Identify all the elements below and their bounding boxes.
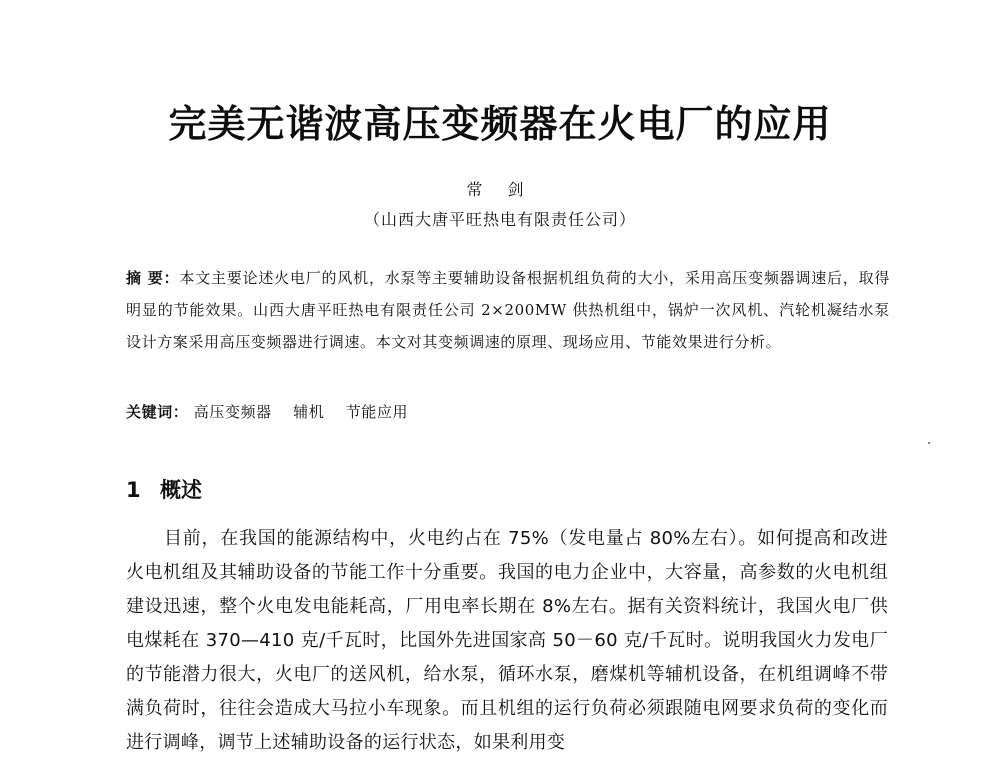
- keywords-block: [126, 398, 890, 426]
- section-number: 1: [126, 478, 141, 502]
- keyword-item: 节能应用: [345, 403, 409, 421]
- section-title: 概述: [160, 478, 202, 502]
- paper-title: 完美无谐波高压变频器在火电厂的应用: [168, 102, 832, 146]
- scan-speck: [928, 442, 930, 444]
- author-affiliation: （山西大唐平旺热电有限责任公司）: [363, 210, 636, 229]
- abstract-text: 本文主要论述火电厂的风机，水泵等主要辅助设备根据机组负荷的大小，采用高压变频器调速后，取得明显的节能效果。山西大唐平旺热电有限责任公司 2×200MW 供热机组中，锅炉一次风机、汽轮机凝结水泵设计方案采用高压变频器进行调速。本文对其变频调速的原理、现场应用、节能效果进行分析。: [126, 269, 890, 351]
- body-paragraph: 目前，在我国的能源结构中，火电约占在 75%（发电量占 80%左右）。如何提高和改进火电机组及其辅助设备的节能工作十分重要。我国的电力企业中，大容量，高参数的火电机组建设迅速，整个火电发电能耗高，厂用电率长期在 8%左右。据有关资料统计，我国火电厂供电煤耗在 370—410 克/千瓦时，比国外先进国家高 50－60 克/千瓦时。说明我国火力发电厂的节能潜力很大，火电厂的送风机，给水泵，循环水泵，磨煤机等辅机设备，在机组调峰不带满负荷时，往往会造成大马拉小车现象。而且机组的运行负荷必须跟随电网要求负荷的变化而进行调峰，调节上述辅助设备的运行状态，如果利用变: [126, 528, 888, 753]
- author-name: 常 剑: [466, 180, 534, 199]
- keywords-label: 关键词：: [126, 403, 189, 421]
- abstract-block: [126, 262, 890, 358]
- section-heading: [126, 474, 202, 506]
- keyword-item: 辅机: [293, 403, 325, 421]
- keyword-item: 高压变频器: [193, 403, 272, 421]
- abstract-label: 摘 要：: [126, 269, 180, 287]
